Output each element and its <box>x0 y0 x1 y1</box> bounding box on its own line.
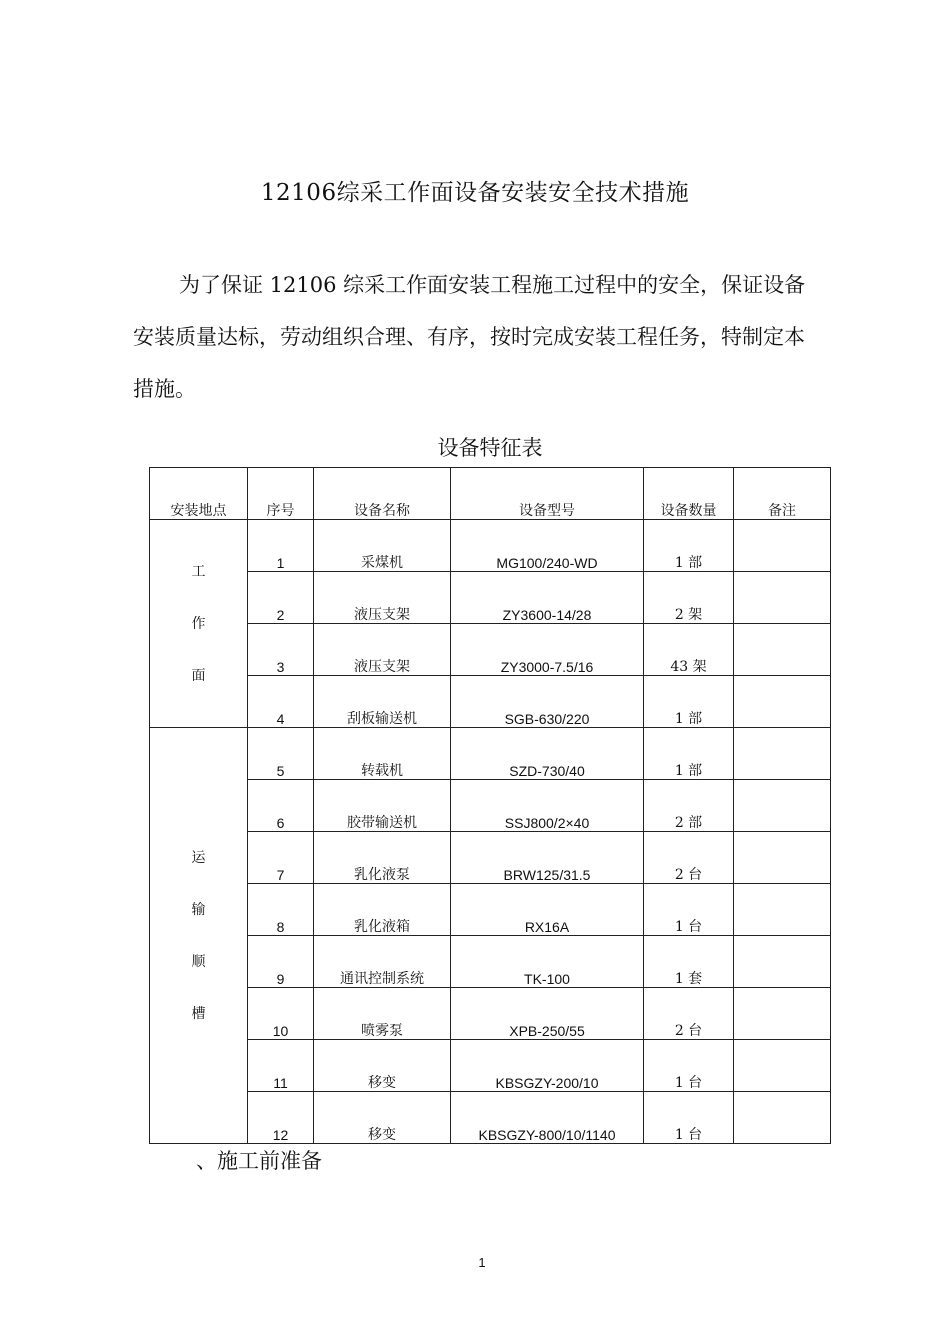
location-char: 面 <box>191 667 206 684</box>
equipment-quantity-cell <box>644 676 734 728</box>
table-row <box>150 1040 831 1092</box>
table-row <box>150 728 831 780</box>
equipment-name: 移变 <box>368 1127 396 1143</box>
equipment-name-cell <box>314 988 451 1040</box>
equipment-model: SZD-730/40 <box>509 763 585 779</box>
row-number-cell <box>248 832 314 884</box>
equipment-quantity-cell <box>644 1092 734 1144</box>
location-char: 工 <box>191 563 206 580</box>
equipment-model-cell <box>451 884 644 936</box>
equipment-model-cell <box>451 1040 644 1092</box>
equipment-model: TK-100 <box>524 971 570 987</box>
header-note: 备注 <box>734 468 831 520</box>
equipment-name: 乳化液泵 <box>354 867 410 883</box>
equipment-quantity: 1 部 <box>674 711 703 727</box>
page-number: 1 <box>478 1255 486 1270</box>
row-number-cell <box>248 780 314 832</box>
equipment-model-cell <box>451 676 644 728</box>
location-cell <box>150 728 248 1144</box>
equipment-table <box>149 467 831 1144</box>
header-number: 序号 <box>248 468 314 520</box>
equipment-quantity-cell <box>644 624 734 676</box>
equipment-model-cell <box>451 936 644 988</box>
header-name: 设备名称 <box>314 468 451 520</box>
equipment-name: 转载机 <box>361 763 403 779</box>
equipment-model-cell <box>451 728 644 780</box>
equipment-note-cell <box>734 884 831 936</box>
equipment-name: 胶带输送机 <box>347 815 417 831</box>
location-char: 作 <box>191 615 206 632</box>
equipment-note-cell <box>734 832 831 884</box>
equipment-note-cell <box>734 520 831 572</box>
equipment-quantity: 1 台 <box>674 919 703 935</box>
equipment-note-cell <box>734 988 831 1040</box>
equipment-note-cell <box>734 1092 831 1144</box>
equipment-model: MG100/240-WD <box>496 555 598 571</box>
equipment-name-cell <box>314 832 451 884</box>
table-row <box>150 676 831 728</box>
equipment-model-cell <box>451 572 644 624</box>
equipment-quantity-cell <box>644 936 734 988</box>
equipment-quantity-cell <box>644 988 734 1040</box>
equipment-note-cell <box>734 676 831 728</box>
row-number-cell <box>248 572 314 624</box>
equipment-quantity: 1 台 <box>674 1075 703 1091</box>
equipment-model: ZY3600-14/28 <box>502 607 592 623</box>
row-number-cell <box>248 1040 314 1092</box>
row-number-cell <box>248 936 314 988</box>
row-number: 5 <box>276 763 285 779</box>
row-number-cell <box>248 676 314 728</box>
table-row <box>150 572 831 624</box>
location-char: 运 <box>191 849 206 866</box>
equipment-quantity: 43 架 <box>670 659 707 675</box>
equipment-model: SSJ800/2×40 <box>504 815 590 831</box>
equipment-model-cell <box>451 832 644 884</box>
row-number: 2 <box>276 607 285 623</box>
row-number-cell <box>248 624 314 676</box>
table-row <box>150 624 831 676</box>
equipment-model: KBSGZY-200/10 <box>495 1075 599 1091</box>
table-header-row <box>150 468 831 520</box>
equipment-quantity-cell <box>644 832 734 884</box>
row-number-cell <box>248 728 314 780</box>
equipment-name: 通讯控制系统 <box>340 971 424 987</box>
equipment-model: KBSGZY-800/10/1140 <box>478 1127 616 1143</box>
equipment-quantity: 1 部 <box>674 763 703 779</box>
table-row <box>150 832 831 884</box>
table-row <box>150 520 831 572</box>
document-title: 12106综采工作面设备安装安全技术措施 <box>260 180 690 206</box>
equipment-model: BRW125/31.5 <box>503 867 591 883</box>
location-char: 顺 <box>191 953 206 970</box>
equipment-model: SGB-630/220 <box>504 711 590 727</box>
header-location: 安装地点 <box>150 468 248 520</box>
equipment-note-cell <box>734 936 831 988</box>
equipment-name-cell <box>314 780 451 832</box>
equipment-quantity-cell <box>644 728 734 780</box>
equipment-quantity-cell <box>644 1040 734 1092</box>
equipment-name-cell <box>314 884 451 936</box>
equipment-quantity: 2 台 <box>674 1023 703 1039</box>
equipment-quantity-cell <box>644 780 734 832</box>
equipment-model-cell <box>451 780 644 832</box>
row-number: 1 <box>276 555 285 571</box>
table-row <box>150 1092 831 1144</box>
row-number: 9 <box>276 971 285 987</box>
row-number-cell <box>248 884 314 936</box>
equipment-name-cell <box>314 624 451 676</box>
row-number-cell <box>248 1092 314 1144</box>
equipment-name: 液压支架 <box>354 607 410 623</box>
table-row <box>150 988 831 1040</box>
equipment-name: 乳化液箱 <box>354 919 410 935</box>
row-number: 4 <box>276 711 285 727</box>
equipment-model: ZY3000-7.5/16 <box>500 659 594 675</box>
equipment-name-cell <box>314 728 451 780</box>
equipment-name-cell <box>314 572 451 624</box>
intro-line-1: 为了保证 12106 综采工作面安装工程施工过程中的安全，保证设备 <box>179 273 806 297</box>
row-number: 8 <box>276 919 285 935</box>
equipment-model: RX16A <box>524 919 570 935</box>
equipment-name: 液压支架 <box>354 659 410 675</box>
intro-line-2: 安装质量达标，劳动组织合理、有序，按时完成安装工程任务，特制定本 <box>133 325 805 349</box>
equipment-name: 刮板输送机 <box>347 711 417 727</box>
table-row <box>150 884 831 936</box>
row-number: 11 <box>273 1075 288 1091</box>
row-number: 10 <box>272 1023 289 1039</box>
equipment-model-cell <box>451 1092 644 1144</box>
row-number: 12 <box>272 1127 289 1143</box>
equipment-quantity: 1 部 <box>674 555 703 571</box>
equipment-quantity: 1 套 <box>674 971 703 987</box>
equipment-note-cell <box>734 572 831 624</box>
equipment-name: 采煤机 <box>361 555 403 571</box>
equipment-name: 喷雾泵 <box>361 1023 403 1039</box>
equipment-name-cell <box>314 520 451 572</box>
table-title: 设备特征表 <box>437 436 543 460</box>
row-number: 7 <box>276 867 285 883</box>
equipment-name-cell <box>314 1040 451 1092</box>
row-number-cell <box>248 988 314 1040</box>
header-model: 设备型号 <box>451 468 644 520</box>
location-char: 输 <box>191 901 206 918</box>
equipment-name: 移变 <box>368 1075 396 1091</box>
equipment-note-cell <box>734 728 831 780</box>
equipment-model-cell <box>451 624 644 676</box>
equipment-note-cell <box>734 624 831 676</box>
equipment-model: XPB-250/55 <box>509 1023 585 1039</box>
equipment-quantity: 1 台 <box>674 1127 703 1143</box>
equipment-note-cell <box>734 780 831 832</box>
location-cell <box>150 520 248 728</box>
equipment-quantity-cell <box>644 520 734 572</box>
equipment-quantity-cell <box>644 572 734 624</box>
row-number: 3 <box>276 659 285 675</box>
table-row <box>150 936 831 988</box>
location-char: 槽 <box>191 1005 206 1022</box>
equipment-quantity: 2 台 <box>674 867 703 883</box>
header-quantity: 设备数量 <box>644 468 734 520</box>
equipment-name-cell <box>314 676 451 728</box>
equipment-quantity: 2 架 <box>674 607 703 623</box>
row-number-cell <box>248 520 314 572</box>
equipment-quantity-cell <box>644 884 734 936</box>
equipment-name-cell <box>314 936 451 988</box>
row-number: 6 <box>276 815 285 831</box>
equipment-quantity: 2 部 <box>674 815 703 831</box>
equipment-name-cell <box>314 1092 451 1144</box>
table-row <box>150 780 831 832</box>
section-heading: 、施工前准备 <box>196 1149 322 1173</box>
equipment-model-cell <box>451 520 644 572</box>
equipment-model-cell <box>451 988 644 1040</box>
equipment-note-cell <box>734 1040 831 1092</box>
intro-line-3: 措施。 <box>133 377 196 401</box>
